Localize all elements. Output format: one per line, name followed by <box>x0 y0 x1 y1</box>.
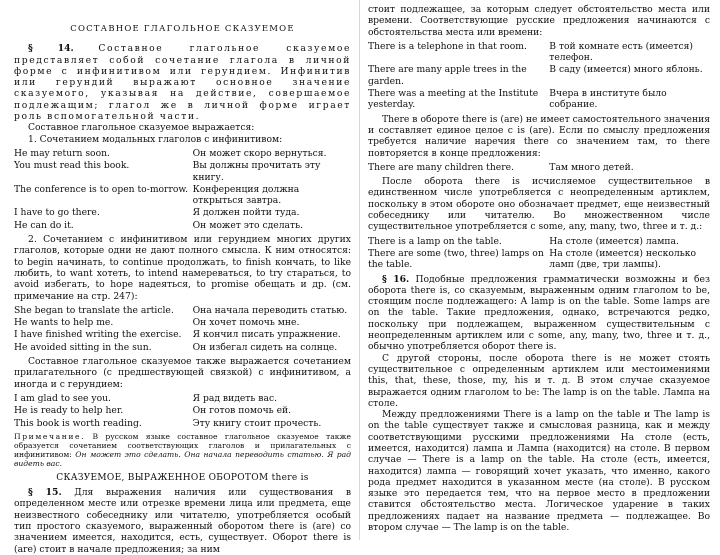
example-row <box>14 317 351 328</box>
right-page <box>368 0 710 540</box>
adjective-paragraph: Составное глагольное сказуемое также выражается сочетанием прилагательного (с предшествующей связкой) с инфинитивом, а иногда и с герундием: <box>14 356 351 390</box>
example-en: You must read this book. <box>14 160 130 172</box>
example-en: I am glad to see you. <box>14 392 111 404</box>
example-row <box>368 162 710 173</box>
example-row <box>14 405 351 416</box>
example-ru: В той комнате есть (имеется) телефон. <box>549 40 693 64</box>
example-row <box>14 160 351 183</box>
example-row <box>14 184 351 207</box>
example-row <box>14 207 351 218</box>
example-en: There is a lamp on the table. <box>368 235 502 247</box>
expressed-intro: Составное глагольное сказуемое выражается: <box>28 122 255 134</box>
example-row <box>368 236 710 247</box>
example-en: He wants to help me. <box>14 317 114 329</box>
example-table-1 <box>14 148 351 231</box>
section-14-number: § 14. <box>28 43 74 55</box>
example-en: There are many apple trees in the garden. <box>368 64 527 87</box>
example-en: I have to go there. <box>14 207 100 219</box>
section-14-paragraph <box>14 43 351 122</box>
section-14-text: Составное глагольное сказуемое представляет собой сочетание глагола в личной форме с инфинитивом или герундием. Инфинитив или герундий выражают основное значение сказуемого, указывая на действие, совершаемое подлежащим; глагол же в личной форме играет роль вспомогательной части. <box>14 43 351 123</box>
example-ru: Он избегал сидеть на солнце. <box>192 341 338 353</box>
example-ru: На столе (имеется) лампа. <box>549 235 679 247</box>
example-row <box>368 41 710 64</box>
example-en: He avoided sitting in the sun. <box>14 341 152 353</box>
running-head: СОСТАВНОЕ ГЛАГОЛЬНОЕ СКАЗУЕМОЕ <box>70 24 295 34</box>
note-text: В русском языке составное глагольное сказуемое также образуется сочетанием соответствующих глаголов и прилагательных с инфинитивом: <box>14 431 351 459</box>
section-16-number: § 16. <box>382 273 410 285</box>
page-gutter <box>359 0 360 540</box>
example-en: He may return soon. <box>14 147 110 159</box>
example-row <box>14 148 351 159</box>
item-1: 1. Сочетанием модальных глаголов с инфинитивом: <box>28 133 283 145</box>
example-ru: Я кончил писать упражнение. <box>192 329 341 341</box>
section-15-number: § 15. <box>28 487 62 499</box>
section-15-text: Для выражения наличия или существования в определенном месте или отрезке времени лица или предмета, еще неизвестного собеседнику или читателю, употребляется особый тип простого сказуемого, выраженный оборотом there is (are) со значением имеется, находится, есть, существует. Оборот there is (are) стоит в начале предложения; за ним <box>14 487 351 555</box>
example-ru: В саду (имеется) много яблонь. <box>549 64 703 76</box>
section-16-paragraph <box>368 274 710 353</box>
example-ru: Он может скоро вернуться. <box>192 147 327 159</box>
example-table-a <box>368 41 710 111</box>
example-ru: Вы должны прочитать эту книгу. <box>192 160 321 183</box>
example-table-b <box>368 162 710 173</box>
example-ru: На столе (имеется) несколько ламп (две, три лампы). <box>549 247 696 271</box>
example-table-2 <box>14 305 351 353</box>
example-row <box>14 393 351 404</box>
there-meaning-paragraph: There в обороте there is (are) не имеет самостоятельного значения и составляет единое целое с is (are). Если по смыслу предложения требуется наличие наречия there со значением там, то there повторяется в конце предложения: <box>368 113 710 159</box>
example-en: There are some (two, three) lamps on the table. <box>368 247 544 271</box>
example-row <box>14 342 351 353</box>
continuation-paragraph: стоит подлежащее, за которым следует обстоятельство места или времени. Соответствующие русские предложения начинаются с обстоятельства места или времени: <box>368 4 710 38</box>
example-row <box>368 64 710 87</box>
example-en: There are many children there. <box>368 161 514 173</box>
difference-paragraph: Между предложениями There is a lamp on the table и The lamp is on the table существует также и смысловая разница, как и между соответствующими русскими предложениями На столе (есть, имеется, находится) лампа и Лампа (находится) на столе. В первом случае — There is a lamp on the table. На столе (есть, имеется, находится) лампа — говорящий хочет указать, что именно, какого рода предмет находится в указанном месте (на столе). В русском языке это передается тем, что на первое место в предложении ставится обстоятельство места. Логическое ударение в таких предложениях падает на название предмета — подлежащее. Во втором случае — The lamp is on the table. <box>368 409 710 534</box>
example-row <box>14 305 351 316</box>
example-ru: Я должен пойти туда. <box>192 207 300 219</box>
after-there-is-paragraph: После оборота there is исчисляемое существительное в единственном числе употребляется с неопределенным артиклем, поскольку в этом обороте оно обозначает предмет, еще неизвестный собеседнику или читателю. Во множественном числе существительное употребляется с some, any, many, two, three и т. д.: <box>368 176 710 233</box>
example-ru: Эту книгу стоит прочесть. <box>192 417 322 429</box>
example-row <box>14 329 351 340</box>
note-label: Примечание. <box>14 431 86 441</box>
note-example: Он может это сделать. Она начала переводить статью. Я рад видеть вас. <box>14 449 351 468</box>
example-en: He can do it. <box>14 219 74 231</box>
item-2: 2. Сочетанием с инфинитивом или герундием многих других глаголов, которые одни не дают полного смысла. К ним относятся: to begin начинать, to continue продолжать, to finish кончать, to like любить, to want хотеть, to intend намереваться, to try стараться, to avoid избегать, to hope надеяться, to promise обещать и др. (см. примечание на стр. 247): <box>14 234 351 302</box>
example-en: He is ready to help her. <box>14 405 124 417</box>
section-title: СКАЗУЕМОЕ, ВЫРАЖЕННОЕ ОБОРОТОМ there is <box>56 472 309 483</box>
example-table-c <box>368 236 710 271</box>
section-16-text: Подобные предложения грамматически возможны и без оборота there is, со сказуемым, выраженным одним глаголом to be, стоящим после подлежащего: A lamp is on the table. Some lamps are on the table. Такие предложения, однако, встречаются редко, поскольку при подлежащем, выраженном существительным с неопределенным артиклем или с some, any, many, two, three и т. д., обычно употребляется оборот there is. <box>368 273 710 353</box>
example-en: This book is worth reading. <box>14 417 142 429</box>
example-ru: Он может это сделать. <box>192 219 304 231</box>
left-page <box>14 0 351 555</box>
example-en: There is a telephone in that room. <box>368 40 527 52</box>
example-ru: Конференция должна открыться завтра. <box>192 183 300 207</box>
example-ru: Я рад видеть вас. <box>192 392 278 404</box>
example-en: I have finished writing the exercise. <box>14 329 182 341</box>
example-row <box>14 220 351 231</box>
example-table-3 <box>14 393 351 429</box>
example-ru: Он хочет помочь мне. <box>192 317 300 329</box>
section-15-paragraph <box>14 487 351 555</box>
example-en: She began to translate the article. <box>14 304 174 316</box>
example-en: The conference is to open to-morrow. <box>14 183 189 195</box>
example-en: There was a meeting at the Institute yesterday. <box>368 88 539 111</box>
example-row <box>368 88 710 111</box>
example-ru: Там много детей. <box>549 161 634 173</box>
example-ru: Вчера в институте было собрание. <box>549 88 667 111</box>
example-ru: Он готов помочь ей. <box>192 405 292 417</box>
note <box>14 432 351 468</box>
example-row <box>368 248 710 271</box>
example-ru: Она начала переводить статью. <box>192 304 348 316</box>
example-row <box>14 418 351 429</box>
other-side-paragraph: С другой стороны, после оборота there is не может стоять существительное с определенным артиклем или местоимениями this, that, these, those, my, his и т. д. В этом случае сказуемое выражается одним глаголом to be: The lamp is on the table. Лампа на столе. <box>368 352 710 409</box>
